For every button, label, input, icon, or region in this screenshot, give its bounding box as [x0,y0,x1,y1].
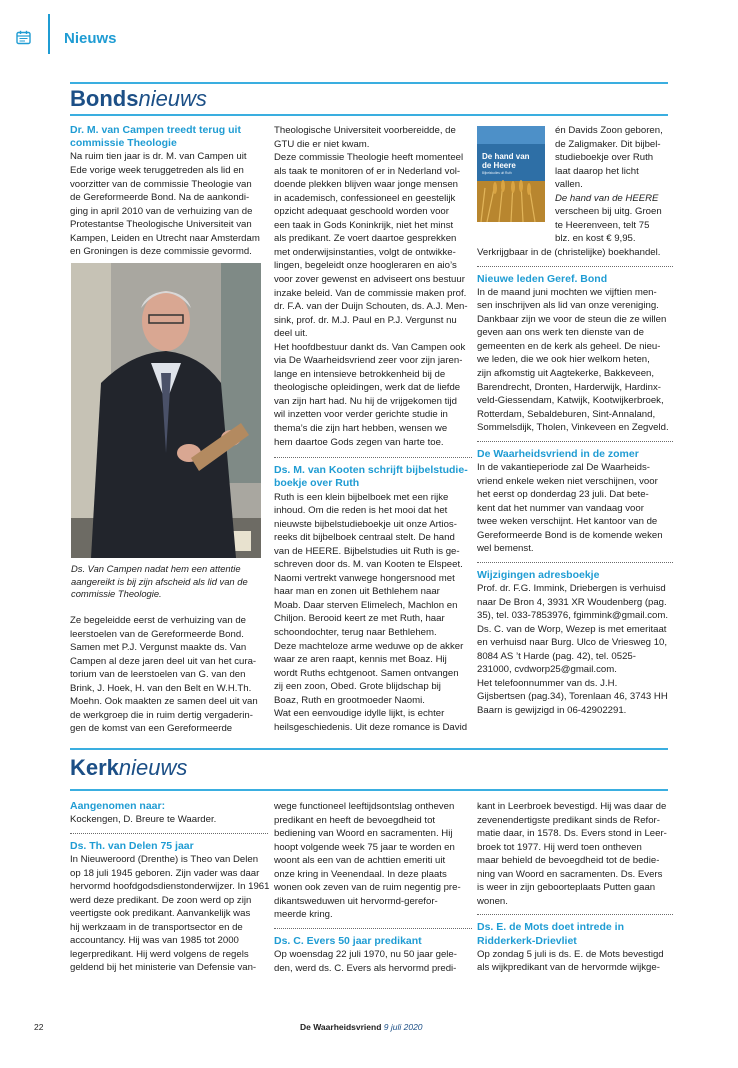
article-text: Kockengen, D. Breure te Waarder. [70,814,217,826]
article-text: wege functioneel leeftijdsontslag ontheven predikant en heeft de bevoegdheid tot bediening van Woord en sacramenten. Hij hoopt volgende week 75 jaar te worden en woont als een van de achttien emeriti uit onze kring in Veenendaal. In deze plaats wonen ook zeven van de ruim negentig pre- dikantsweduwen uit hervormd-gerefor- meerde kring. [274,801,461,921]
calendar-icon [16,30,31,45]
article-heading: Nieuwe leden Geref. Bond [477,272,608,285]
book-subtitle: Bijbelstudies uit Ruth [482,171,512,175]
dotted-divider [274,457,472,458]
footer-publication [300,1022,423,1032]
article-text: Ruth is een klein bijbelboek met een rijke inhoud. Om die reden is het mooi dat het nieuwste bijbelstudieboekje uit onze Artios- reeks dit bijbelboek centraal stelt. De hand van de HEERE. Bijbelstudies uit Ruth is ge- schreven door ds. M. van Kooten te Elspeet. Naomi vertrekt vanwege hongersnood met haar man en zonen uit Bethlehem naar Moab. Daar sterven Elimelech, Machlon en Chiljon. Berooid keert ze met Ruth, haar schoondochter, terug naar Bethlehem. Deze machteloze arme weduwe op de akker waar ze aren raapt, kennis met Boaz. Hij wordt Ruths echtgenoot. Samen ontvangen zij een zoon, Obed. Grote blijdschap bij Boaz, Ruth en grootmoeder Naomi. Wat een eenvoudige idylle lijkt, is echter heilsgeschiedenis. Uit deze romance is David [274,491,468,733]
bonds-column-3-top [555,124,673,246]
dotted-divider [477,914,673,915]
dotted-divider [477,562,673,563]
bonds-column-1-continued [70,614,270,736]
article-text: Prof. dr. F.G. Immink, Driebergen is verhuisd naar De Bron 4, 3931 XR Woudenberg (pag. 35), tel. 033-7853976, fgimmink@gmail.com. Ds. C. van de Worp, Wezep is met emeritaat en verhuisd naar Burg. Ulco de Vriesweg 10, 8084 AS ’t Harde (pag. 42), tel. 0525- 231000, cvdworp25@gmail.com. Het telefoonnummer van ds. J.H. Gijsbertsen (pag.34), Torenlaan 46, 3743 HH Baarn is gewijzigd in 06-42902291. [477,583,669,716]
article-text: én Davids Zoon geboren, de Zaligmaker. Dit bijbel- studieboekje over Ruth laat daarop het licht vallen. De hand van de HEERE verscheen bij uitg. Groen te Heerenveen, telt 75 blz. en kost € 9,95. [555,125,663,245]
header-divider [48,14,50,54]
article-heading: Ds. C. Evers 50 jaar predikant [274,934,422,947]
dotted-divider [274,928,472,929]
article-heading: Wijzigingen adresboekje [477,568,600,581]
page-number: 22 [34,1022,44,1032]
photo-van-campen [71,263,261,558]
dotted-divider [70,833,268,834]
article-heading: Aangenomen naar: [70,800,166,812]
section-rule-top [70,748,668,750]
book-title-line-1: De hand van [482,152,530,161]
kerk-column-1 [70,800,268,975]
article-heading: De Waarheidsvriend in de zomer [477,447,639,460]
dotted-divider [477,266,673,267]
bonds-column-1 [70,124,270,259]
section-rule-bottom [70,789,668,791]
kerknieuws-title: Kerknieuws [70,755,188,780]
section-rule-top [70,82,668,84]
publication-name: De Waarheidsvriend [300,1022,382,1032]
article-heading: Ds. M. van Kooten schrijft bijbelstudie- boekje over Ruth [274,464,468,490]
photo-caption: Ds. Van Campen nadat hem een attentie aangereikt is bij zijn afscheid als lid van de commissie Theologie. [71,563,248,600]
dotted-divider [477,441,673,442]
article-heading: Dr. M. van Campen treedt terug uit commissie Theologie [70,124,241,150]
bondsnieuws-title: Bondsnieuws [70,86,207,111]
book-title-line-2: de Heere [482,161,516,170]
book-cover-image [477,126,545,222]
article-heading: Ds. E. de Mots doet intrede in Ridderkerk-Drievliet [477,921,625,947]
article-text: Op woensdag 22 juli 1970, nu 50 jaar gele- den, werd ds. C. Evers als hervormd predi- [274,949,457,974]
article-text: In de vakantieperiode zal De Waarheids- vriend enkele weken niet verschijnen, voor het eerst op donderdag 23 juli. Dat bete- kent dat het nummer van vandaag voor twee weken verschijnt. Het kantoor van de Gereformeerde Bond is de komende weken wel bemenst. [477,461,663,555]
article-text: Op zondag 5 juli is ds. E. de Mots bevestigd als wijkpredikant van de hervormde wijkge- [477,948,664,974]
article-text: Na ruim tien jaar is dr. M. van Campen uit Ede vorige week teruggetreden als lid en voorzitter van de commissie Theologie van de Gereformeerde Bond. Na de aankondi- ging in april 2010 van de verhuizing van de Protestantse Theologische Universiteit van Kampen, Leiden en Utrecht naar Amsterdam en Groningen is deze commissie gevormd. [70,151,260,258]
publication-date: 9 juli 2020 [383,1022,423,1032]
article-heading: Ds. Th. van Delen 75 jaar [70,839,194,852]
article-text: kant in Leerbroek bevestigd. Hij was daar de zevenendertigste predikant sinds de Refor- matie daar, in 1578. Ds. Evers stond in Leer- broek tot 1977. Hij werd toen ontheven maar behield de bevoegdheid tot de bedie- ning van Woord en sacramenten. Ds. Evers is weer in zijn geboorteplaats Putten gaan wonen. [477,801,667,907]
kerk-column-3 [477,800,673,975]
article-text: In Nieuweroord (Drenthe) is Theo van Delen op 18 juli 1945 geboren. Zijn vader was daar hervormd hoofdgodsdienstonderwijzer. In 1961 werd deze predikant. De zoon werd op zijn veertigste ook predikant. Aanvankelijk was hij werkzaam in de transportsector en de accountancy. Hij was van 1985 tot 2000 legerpredikant. Hij werd volgens de regels geldend bij het ministerie van Defensie van- [70,853,270,974]
section-rule-bottom [70,114,668,116]
article-text: Theologische Universiteit voorbereidde, de GTU die er niet kwam. Deze commissie Theologie heeft momenteel als taak te monitoren of er in Nederland vol- doende plekken blijven waar jonge mensen in academisch, confessioneel en geestelijk opzicht adequaat geschoold worden voor een taak in Gods Koninkrijk, niet het minst als predikant. Ze voert daartoe gesprekken met onderwijsinstanties, volgt de ontwikke- lingen, begeleidt onze hoogleraren en aio’s voor zover gewenst en adviseert ons bestuur inzake beleid. Van de commissie maken prof. dr. F.A. van der Duijn Schouten, ds. A.J. Men- sink, prof. dr. M.J. Paul en P.J. Vergunst nu deel uit. Het hoofdbestuur dankt ds. Van Campen ook via De Waarheidsvriend zeer voor zijn jaren- lange en intensieve betrokkenheid bij de theologische opleidingen, werk dat de liefde van zijn hart had. Nu hij de vrijgekomen tijd wil inzetten voor verder gerichte studie in thema’s die zijn hart hebben, wensen we hem daartoe Gods zegen van harte toe. [274,125,468,448]
article-text: Ze begeleidde eerst de verhuizing van de leerstoelen van de Gereformeerde Bond. Samen met P.J. Vergunst maakte ds. Van Campen al deze jaren deel uit van het cura- torium van de leerstoelen van G. van den Brink, J. Hoek, H. van den Belt en W.H.Th. Moehn. Ook maakten ze samen deel uit van de werkgroep die in ruim dertig vergaderin- gen de komst van een Gereformeerde [70,615,258,735]
kerk-column-2 [274,800,472,975]
bonds-column-2 [274,124,472,734]
article-text: In de maand juni mochten we vijftien men- sen inschrijven als lid van onze vereniging. Dankbaar zijn we voor de steun die ze willen geven aan ons werk ten dienste van de gemeenten en de kerk als geheel. De nieu- we leden, die we ook hier welkom heten, zijn afkomstig uit Aagtekerke, Bakkeveen, Barendrecht, Dronten, Harderwijk, Hardinx- veld-Giessendam, Katwijk, Kootwijkerbroek, Rotterdam, Sebaldeburen, Sint-Annaland, Sommelsdijk, Tholen, Vinkeveen en Zegveld. [477,286,669,434]
article-text: Verkrijgbaar in de (christelijke) boekhandel. [477,247,661,258]
bonds-column-3 [477,246,673,717]
section-header-title: Nieuws [64,30,117,47]
